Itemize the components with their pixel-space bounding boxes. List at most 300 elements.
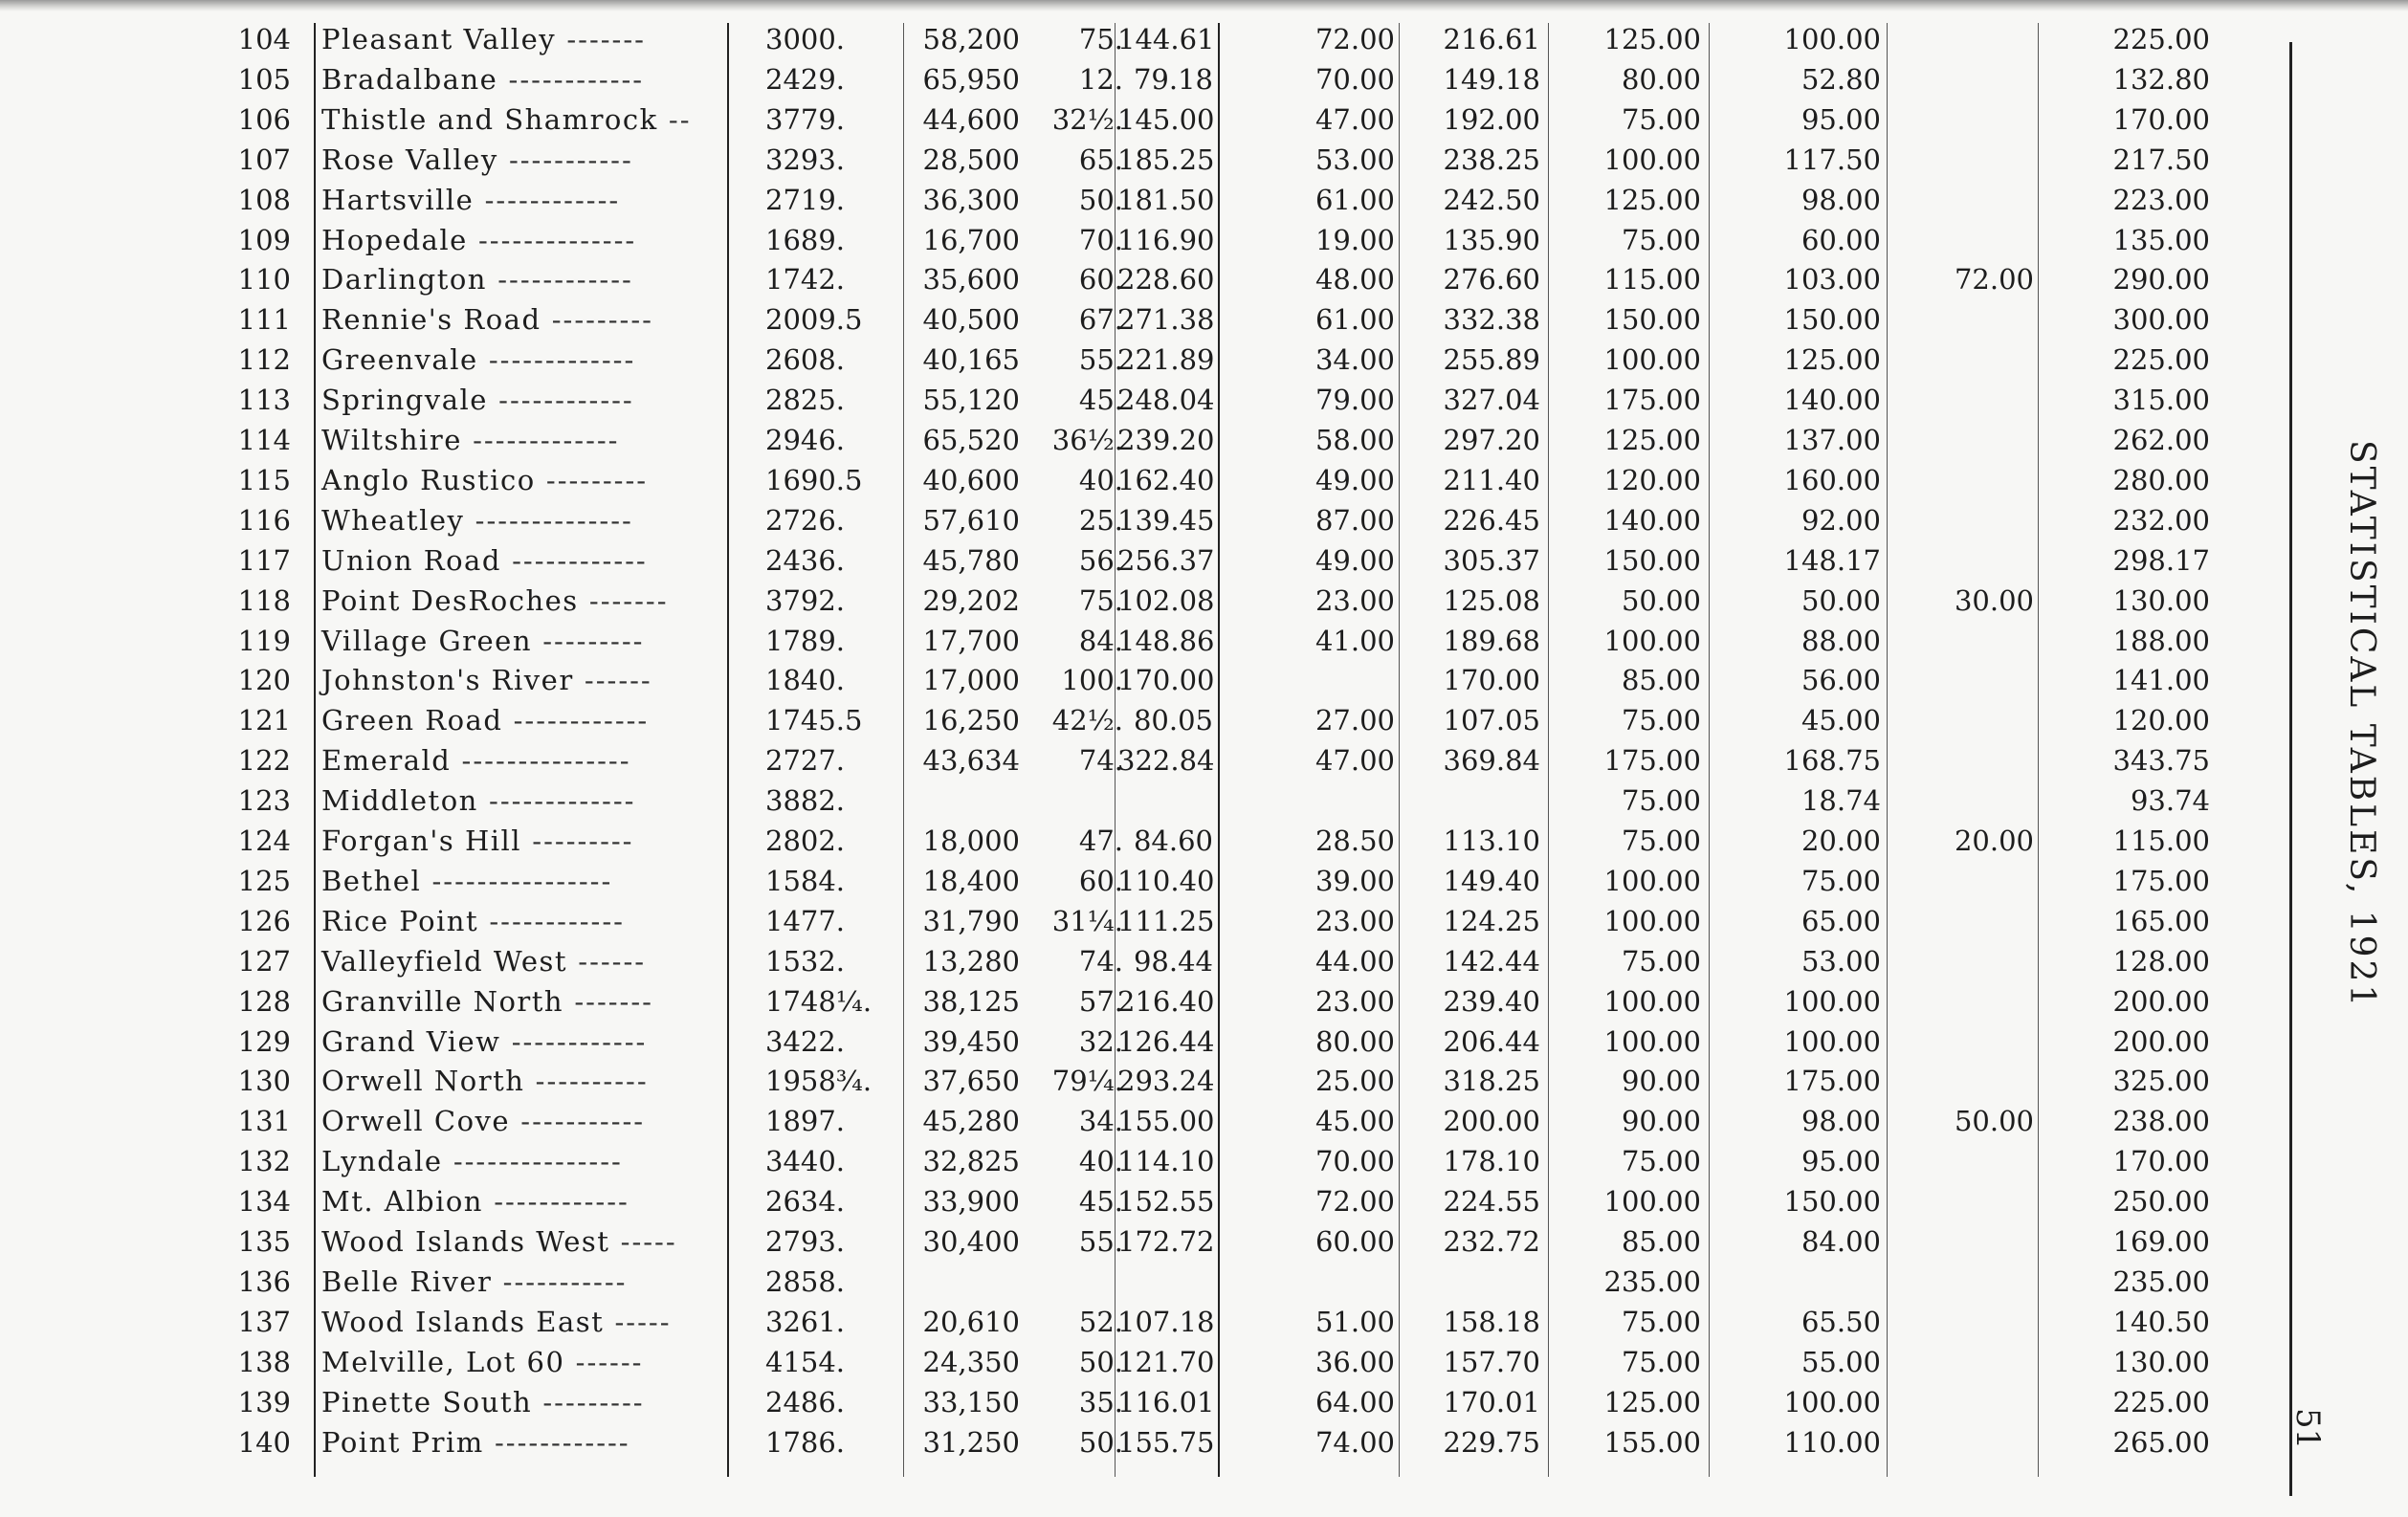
cell-col-j: 325.00 [2112,1065,2210,1098]
district-name: Union Road [321,543,501,577]
district-name: Melville, Lot 60 [321,1345,565,1378]
cell-col-b: 37,650 [922,1065,1020,1098]
cell-col-d: 152.55 [1117,1185,1215,1219]
cell-col-d: 216.40 [1117,984,1215,1018]
cell-col-d: 170.00 [1117,664,1215,697]
leader-dots: ---------------- [421,864,613,897]
cell-col-j: 300.00 [2112,303,2210,337]
leader-dots: ------------ [487,384,634,417]
district-name: Orwell Cove [321,1105,511,1138]
cell-col-h: 117.50 [1783,143,1881,176]
cell-col-a: 2719. [765,183,846,216]
cell-col-h: 60.00 [1800,223,1881,256]
table-row [0,180,2210,220]
district-name: Point Prim [321,1425,484,1459]
district-name: Bradalbane [321,62,498,96]
district-name-cell [321,1221,714,1262]
district-name: Emerald [321,744,452,778]
district-name-cell [321,1382,714,1422]
cell-col-e: 36.00 [1314,1345,1395,1378]
cell-col-j: 238.00 [2112,1105,2210,1138]
table-row [0,621,2210,661]
cell-col-d: 110.40 [1117,864,1215,897]
leader-dots: ------------ [502,704,650,737]
cell-col-i: 50.00 [1954,1105,2034,1138]
cell-col-d: 172.72 [1117,1225,1215,1258]
table-row [0,660,2210,700]
cell-col-j: 132.80 [2112,62,2210,96]
cell-col-c: 50. [1078,1425,1123,1459]
district-name-cell [321,1101,714,1141]
cell-col-j: 223.00 [2112,183,2210,216]
district-number: 115 [237,463,291,496]
cell-col-b: 30,400 [922,1225,1020,1258]
district-name-cell [321,99,714,140]
district-name: Greenvale [321,343,478,377]
cell-col-a: 1897. [765,1105,846,1138]
cell-col-h: 20.00 [1800,824,1881,857]
cell-col-e: 45.00 [1314,1105,1395,1138]
cell-col-f: 189.68 [1443,624,1540,657]
cell-col-c: 100. [1061,664,1123,697]
leader-dots: ---------- [524,1065,649,1098]
cell-col-e: 19.00 [1314,223,1395,256]
table-row [0,1302,2210,1342]
cell-col-g: 100.00 [1603,343,1701,377]
cell-col-e: 74.00 [1314,1425,1395,1459]
district-number: 132 [237,1145,291,1178]
cell-col-f: 242.50 [1443,183,1540,216]
cell-col-f: 318.25 [1443,1065,1540,1098]
cell-col-c: 65. [1078,143,1123,176]
district-name-cell [321,1022,714,1062]
cell-col-d: 84.60 [1133,824,1213,857]
cell-col-f: 232.72 [1443,1225,1540,1258]
cell-col-f: 158.18 [1443,1305,1540,1338]
district-name: Mt. Albion [321,1185,483,1219]
district-name: Bethel [321,864,422,897]
leader-dots: ------------- [461,424,620,456]
cell-col-e: 80.00 [1314,1024,1395,1058]
cell-col-h: 148.17 [1783,543,1881,577]
cell-col-e: 64.00 [1314,1385,1395,1418]
cell-col-e: 47.00 [1314,102,1395,136]
cell-col-d: 148.86 [1117,624,1215,657]
district-number: 107 [237,143,291,176]
cell-col-j: 170.00 [2112,102,2210,136]
cell-col-h: 125.00 [1783,343,1881,377]
cell-col-c: 40. [1078,463,1123,496]
cell-col-d: 293.24 [1117,1065,1215,1098]
cell-col-i: 20.00 [1954,824,2034,857]
cell-col-h: 95.00 [1800,102,1881,136]
cell-col-c: 45. [1078,384,1123,417]
cell-col-g: 80.00 [1621,62,1701,96]
cell-col-a: 2009.5 [765,303,863,337]
cell-col-g: 125.00 [1603,424,1701,456]
leader-dots: ----- [604,1305,672,1338]
district-number: 135 [237,1225,291,1258]
cell-col-d: 111.25 [1117,904,1215,937]
cell-col-f: 327.04 [1443,384,1540,417]
cell-col-g: 75.00 [1621,824,1701,857]
cell-col-h: 100.00 [1783,1024,1881,1058]
district-number: 126 [237,904,291,937]
cell-col-e: 44.00 [1314,944,1395,978]
district-name-cell [321,700,714,740]
cell-col-a: 1690.5 [765,463,863,496]
table-row [0,740,2210,780]
cell-col-d: 256.37 [1117,543,1215,577]
district-name: Village Green [321,624,533,657]
cell-col-f: 124.25 [1443,904,1540,937]
cell-col-g: 235.00 [1603,1264,1701,1298]
cell-col-b: 28,500 [922,143,1020,176]
cell-col-c: 55. [1078,343,1123,377]
cell-col-j: 250.00 [2112,1185,2210,1219]
district-number: 127 [237,944,291,978]
table-row [0,299,2210,340]
cell-col-a: 2726. [765,503,846,537]
cell-col-e: 53.00 [1314,143,1395,176]
cell-col-j: 200.00 [2112,1024,2210,1058]
cell-col-b: 40,500 [922,303,1020,337]
table-row [0,420,2210,460]
leader-dots: ----------- [492,1264,628,1298]
cell-col-j: 93.74 [2130,784,2210,818]
cell-col-a: 1958¾. [765,1065,873,1098]
cell-col-a: 1532. [765,944,846,978]
cell-col-e: 23.00 [1314,583,1395,617]
cell-col-d: 221.89 [1117,343,1215,377]
district-number: 138 [237,1345,291,1378]
cell-col-b: 55,120 [922,384,1020,417]
cell-col-b: 13,280 [922,944,1020,978]
cell-col-c: 79¼. [1051,1065,1123,1098]
cell-col-a: 2858. [765,1264,846,1298]
cell-col-f: 255.89 [1443,343,1540,377]
district-name: Forgan's Hill [321,824,522,857]
cell-col-c: 36½. [1051,424,1123,456]
district-number: 129 [237,1024,291,1058]
table-row [0,1061,2210,1101]
cell-col-a: 3293. [765,143,846,176]
cell-col-a: 1789. [765,624,846,657]
cell-col-h: 175.00 [1783,1065,1881,1098]
cell-col-h: 92.00 [1800,503,1881,537]
cell-col-c: 47. [1078,824,1123,857]
cell-col-h: 150.00 [1783,1185,1881,1219]
page-top-edge [0,0,2408,11]
cell-col-h: 65.00 [1800,904,1881,937]
district-number: 111 [237,303,291,337]
district-name-cell [321,340,714,380]
district-number: 116 [237,503,291,537]
cell-col-c: 52. [1078,1305,1123,1338]
district-name: Thistle and Shamrock [321,102,658,136]
cell-col-f: 192.00 [1443,102,1540,136]
table-row [0,59,2210,99]
district-number: 123 [237,784,291,818]
cell-col-g: 85.00 [1621,1225,1701,1258]
district-name: Rose Valley [321,143,498,176]
cell-col-c: 74. [1078,744,1123,778]
district-name-cell [321,740,714,780]
district-number: 139 [237,1385,291,1418]
cell-col-f: 149.40 [1443,864,1540,897]
cell-col-f: 178.10 [1443,1145,1540,1178]
cell-col-c: 34. [1078,1105,1123,1138]
cell-col-g: 75.00 [1621,944,1701,978]
cell-col-a: 2634. [765,1185,846,1219]
cell-col-f: 226.45 [1443,503,1540,537]
cell-col-a: 2793. [765,1225,846,1258]
cell-col-d: 162.40 [1117,463,1215,496]
cell-col-b: 44,600 [922,102,1020,136]
table-row [0,581,2210,621]
cell-col-e: 58.00 [1314,424,1395,456]
table-row [0,981,2210,1022]
cell-col-b: 65,520 [922,424,1020,456]
district-number: 136 [237,1264,291,1298]
cell-col-e: 49.00 [1314,463,1395,496]
cell-col-b: 40,600 [922,463,1020,496]
cell-col-f: 125.08 [1443,583,1540,617]
cell-col-d: 80.05 [1133,704,1213,737]
cell-col-c: 32½. [1051,102,1123,136]
cell-col-g: 125.00 [1603,1385,1701,1418]
district-name-cell [321,581,714,621]
district-name-cell [321,1061,714,1101]
district-name-cell [321,861,714,901]
district-name: Rennie's Road [321,303,541,337]
cell-col-f: 200.00 [1443,1105,1540,1138]
district-name-cell [321,420,714,460]
cell-col-b: 17,000 [922,664,1020,697]
district-number: 106 [237,102,291,136]
cell-col-c: 70. [1078,223,1123,256]
cell-col-j: 265.00 [2112,1425,2210,1459]
cell-col-f: 170.00 [1443,664,1540,697]
cell-col-g: 100.00 [1603,864,1701,897]
cell-col-j: 120.00 [2112,704,2210,737]
cell-col-h: 168.75 [1783,744,1881,778]
cell-col-a: 2608. [765,343,846,377]
cell-col-d: 185.25 [1117,143,1215,176]
cell-col-b: 45,280 [922,1105,1020,1138]
cell-col-c: 31¼. [1051,904,1123,937]
cell-col-e: 28.50 [1314,824,1395,857]
cell-col-b: 31,790 [922,904,1020,937]
district-name: Green Road [321,704,503,737]
cell-col-a: 1748¼. [765,984,873,1018]
cell-col-d: 271.38 [1117,303,1215,337]
cell-col-j: 200.00 [2112,984,2210,1018]
cell-col-b: 38,125 [922,984,1020,1018]
district-name: Johnston's River [321,664,574,697]
cell-col-d: 116.01 [1117,1385,1215,1418]
district-number: 120 [237,664,291,697]
cell-col-g: 155.00 [1603,1425,1701,1459]
district-name-cell [321,1302,714,1342]
cell-col-b: 45,780 [922,543,1020,577]
cell-col-a: 1840. [765,664,846,697]
cell-col-c: 60. [1078,864,1123,897]
district-number: 117 [237,543,291,577]
district-number: 114 [237,424,291,456]
leader-dots: -------------- [467,223,637,256]
cell-col-d: 126.44 [1117,1024,1215,1058]
table-row [0,1181,2210,1221]
cell-col-f: 332.38 [1443,303,1540,337]
statistical-table-page [0,11,2408,1517]
cell-col-b: 17,700 [922,624,1020,657]
table-row [0,901,2210,941]
cell-col-f: 276.60 [1443,263,1540,297]
district-name-cell [321,540,714,581]
cell-col-g: 75.00 [1621,784,1701,818]
cell-col-a: 2727. [765,744,846,778]
cell-col-b: 36,300 [922,183,1020,216]
cell-col-c: 55. [1078,1225,1123,1258]
cell-col-j: 343.75 [2112,744,2210,778]
cell-col-h: 137.00 [1783,424,1881,456]
cell-col-j: 115.00 [2112,824,2210,857]
cell-col-g: 100.00 [1603,904,1701,937]
cell-col-c: 56. [1078,543,1123,577]
district-name: Hartsville [321,183,475,216]
cell-col-g: 175.00 [1603,744,1701,778]
cell-col-c: 50. [1078,1345,1123,1378]
cell-col-e: 23.00 [1314,984,1395,1018]
cell-col-f: 239.40 [1443,984,1540,1018]
cell-col-d: 116.90 [1117,223,1215,256]
district-name: Darlington [321,263,487,297]
cell-col-b: 33,150 [922,1385,1020,1418]
cell-col-d: 102.08 [1117,583,1215,617]
cell-col-h: 55.00 [1800,1345,1881,1378]
district-number: 110 [237,263,291,297]
district-number: 105 [237,62,291,96]
cell-col-j: 135.00 [2112,223,2210,256]
leader-dots: ------------ [478,904,625,937]
cell-col-c: 57. [1078,984,1123,1018]
cell-col-a: 2486. [765,1385,846,1418]
cell-col-a: 1786. [765,1425,846,1459]
cell-col-g: 100.00 [1603,1185,1701,1219]
cell-col-h: 140.00 [1783,384,1881,417]
leader-dots: --------- [535,463,649,496]
cell-col-f: 107.05 [1443,704,1540,737]
table-row [0,861,2210,901]
cell-col-b: 58,200 [922,23,1020,55]
cell-col-a: 3440. [765,1145,846,1178]
cell-col-d: 181.50 [1117,183,1215,216]
running-title-text: STATISTICAL TABLES, 1921 [2342,440,2381,1010]
cell-col-a: 1477. [765,904,846,937]
table-row [0,540,2210,581]
leader-dots: ------------ [500,1024,648,1058]
district-name-cell [321,380,714,420]
district-name: Lyndale [321,1145,443,1178]
district-number: 121 [237,704,291,737]
cell-col-h: 95.00 [1800,1145,1881,1178]
cell-col-h: 45.00 [1800,704,1881,737]
cell-col-g: 150.00 [1603,543,1701,577]
district-name: Wiltshire [321,424,462,456]
district-name: Granville North [321,984,564,1018]
cell-col-a: 3422. [765,1024,846,1058]
table-row [0,1262,2210,1302]
cell-col-d: 139.45 [1117,503,1215,537]
cell-col-f: 142.44 [1443,944,1540,978]
cell-col-b: 31,250 [922,1425,1020,1459]
district-name: Wood Islands East [321,1305,605,1338]
cell-col-j: 315.00 [2112,384,2210,417]
leader-dots: --------- [532,1385,645,1418]
cell-col-d: 248.04 [1117,384,1215,417]
cell-col-c: 42½. [1051,704,1123,737]
cell-col-a: 1689. [765,223,846,256]
cell-col-b: 32,825 [922,1145,1020,1178]
district-name-cell [321,821,714,861]
table-row [0,1221,2210,1262]
cell-col-h: 160.00 [1783,463,1881,496]
table-row [0,460,2210,500]
cell-col-j: 188.00 [2112,624,2210,657]
district-number: 122 [237,744,291,778]
district-name: Rice Point [321,904,479,937]
district-name: Pinette South [321,1385,533,1418]
district-number: 104 [237,23,291,55]
leader-dots: ------------ [497,62,645,96]
table-row [0,1422,2210,1462]
cell-col-e: 70.00 [1314,1145,1395,1178]
cell-col-f: 238.25 [1443,143,1540,176]
cell-col-e: 27.00 [1314,704,1395,737]
leader-dots: ------------ [500,543,648,577]
leader-dots: ------------- [477,343,636,377]
district-number: 113 [237,384,291,417]
cell-col-h: 88.00 [1800,624,1881,657]
cell-col-j: 169.00 [2112,1225,2210,1258]
cell-col-g: 75.00 [1621,1305,1701,1338]
cell-col-b: 20,610 [922,1305,1020,1338]
cell-col-c: 67. [1078,303,1123,337]
district-number: 131 [237,1105,291,1138]
cell-col-j: 225.00 [2112,343,2210,377]
cell-col-f: 216.61 [1443,23,1540,55]
cell-col-e: 70.00 [1314,62,1395,96]
district-name-cell [321,941,714,981]
district-name-cell [321,59,714,99]
cell-col-c: 74. [1078,944,1123,978]
leader-dots: ------------ [474,183,621,216]
cell-col-i: 72.00 [1954,263,2034,297]
table-row [0,259,2210,299]
cell-col-b: 40,165 [922,343,1020,377]
leader-dots: ------- [578,583,669,617]
district-name-cell [321,1262,714,1302]
table-row [0,1022,2210,1062]
cell-col-a: 3261. [765,1305,846,1338]
district-name-cell [321,299,714,340]
cell-col-e: 34.00 [1314,343,1395,377]
district-number: 128 [237,984,291,1018]
cell-col-a: 3779. [765,102,846,136]
cell-col-a: 3792. [765,583,846,617]
cell-col-b: 29,202 [922,583,1020,617]
